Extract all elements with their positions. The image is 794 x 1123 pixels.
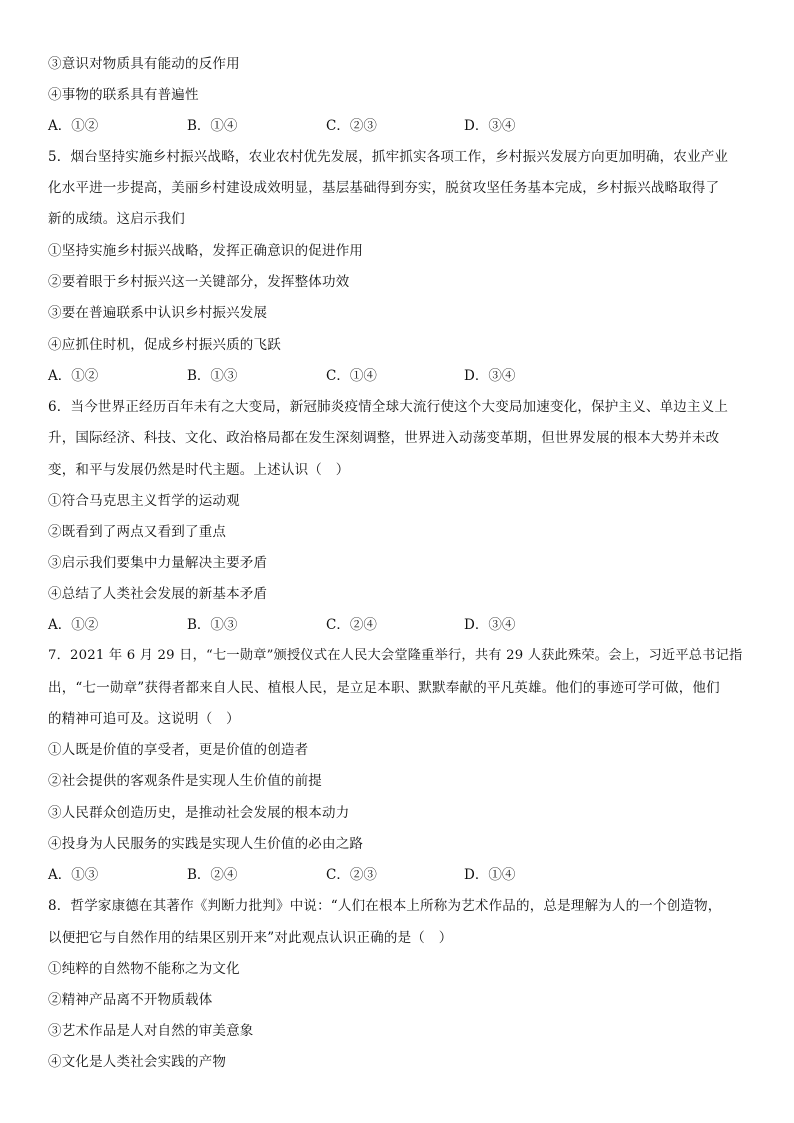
- q6-option-c[interactable]: C．②④: [326, 617, 377, 633]
- q5-stem-line-2: 化水平进一步提高，美丽乡村建设成效明显，基层基础得到夯实，脱贫攻坚任务基本完成，乡村振兴战略取得了: [48, 180, 720, 196]
- q7-option-c[interactable]: C．②③: [326, 867, 377, 883]
- q6-item-1: ①符合马克思主义哲学的运动观: [48, 493, 240, 509]
- q7-stem-line-3: 的精神可追可及。这说明（ ）: [48, 711, 240, 727]
- q5-stem-line-1: 5．烟台坚持实施乡村振兴战略，农业农村优先发展，抓牢抓实各项工作，乡村振兴发展方向更加明确，农业产业: [48, 149, 729, 165]
- q5-item-4: ④应抓住时机，促成乡村振兴质的飞跃: [48, 337, 281, 353]
- prev-option-b[interactable]: B．①④: [187, 118, 238, 134]
- q7-option-a[interactable]: A．①③: [48, 867, 99, 883]
- q6-item-4: ④总结了人类社会发展的新基本矛盾: [48, 586, 268, 602]
- q5-stem-line-3: 新的成绩。这启示我们: [48, 211, 185, 227]
- prev-option-c[interactable]: C．②③: [326, 118, 377, 134]
- q8-item-2: ②精神产品离不开物质载体: [48, 992, 213, 1008]
- q7-item-2: ②社会提供的客观条件是实现人生价值的前提: [48, 773, 322, 789]
- q6-stem-line-3: 变，和平与发展仍然是时代主题。上述认识（ ）: [48, 462, 350, 478]
- q6-item-2: ②既看到了两点又看到了重点: [48, 524, 227, 540]
- q5-option-c[interactable]: C．①④: [326, 368, 377, 384]
- q7-item-1: ①人既是价值的享受者，更是价值的创造者: [48, 742, 309, 758]
- q6-item-3: ③启示我们要集中力量解决主要矛盾: [48, 555, 268, 571]
- prev-option-d[interactable]: D．③④: [464, 118, 516, 134]
- prev-item-3: ③意识对物质具有能动的反作用: [48, 56, 240, 72]
- q8-stem-line-2: 以便把它与自然作用的结果区别开来”对此观点认识正确的是（ ）: [48, 930, 453, 946]
- q7-stem-line-1: 7．2021 年 6 月 29 日，“七一勋章”颁授仪式在人民大会堂隆重举行，共有 29 人获此殊荣。会上，习近平总书记指: [48, 648, 743, 663]
- q7-option-b[interactable]: B．②④: [187, 867, 238, 883]
- q6-option-d[interactable]: D．③④: [464, 617, 516, 633]
- q8-item-1: ①纯粹的自然物不能称之为文化: [48, 961, 240, 977]
- q8-item-3: ③艺术作品是人对自然的审美意象: [48, 1023, 254, 1039]
- q5-option-a[interactable]: A．①②: [48, 368, 99, 384]
- q5-item-3: ③要在普遍联系中认识乡村振兴发展: [48, 305, 268, 321]
- q7-item-4: ④投身为人民服务的实践是实现人生价值的必由之路: [48, 836, 364, 852]
- q5-option-d[interactable]: D．③④: [464, 368, 516, 384]
- q8-stem-line-1: 8．哲学家康德在其著作《判断力批判》中说：“人们在根本上所称为艺术作品的，总是理解为人的一个创造物，: [48, 898, 722, 914]
- q5-option-b[interactable]: B．①③: [187, 368, 238, 384]
- prev-option-a[interactable]: A．①②: [48, 118, 99, 134]
- prev-item-4: ④事物的联系具有普遍性: [48, 87, 199, 103]
- q8-item-4: ④文化是人类社会实践的产物: [48, 1054, 227, 1070]
- q6-option-a[interactable]: A．①②: [48, 617, 99, 633]
- q5-item-2: ②要着眼于乡村振兴这一关键部分，发挥整体功效: [48, 274, 350, 290]
- q7-option-d[interactable]: D．①④: [464, 867, 516, 883]
- q6-option-b[interactable]: B．①③: [187, 617, 238, 633]
- q7-item-3: ③人民群众创造历史，是推动社会发展的根本动力: [48, 805, 350, 821]
- q6-stem-line-1: 6．当今世界正经历百年未有之大变局，新冠肺炎疫情全球大流行使这个大变局加速变化，保护主义、单边主义上: [48, 399, 729, 415]
- q5-item-1: ①坚持实施乡村振兴战略，发挥正确意识的促进作用: [48, 243, 364, 259]
- q6-stem-line-2: 升，国际经济、科技、文化、政治格局都在发生深刻调整，世界进入动荡变革期，但世界发展的根本大势并未改: [48, 430, 720, 446]
- q7-stem-line-2: 出，“七一勋章”获得者都来自人民、植根人民，是立足本职、默默奉献的平凡英雄。他们的事迹可学可做，他们: [48, 680, 720, 696]
